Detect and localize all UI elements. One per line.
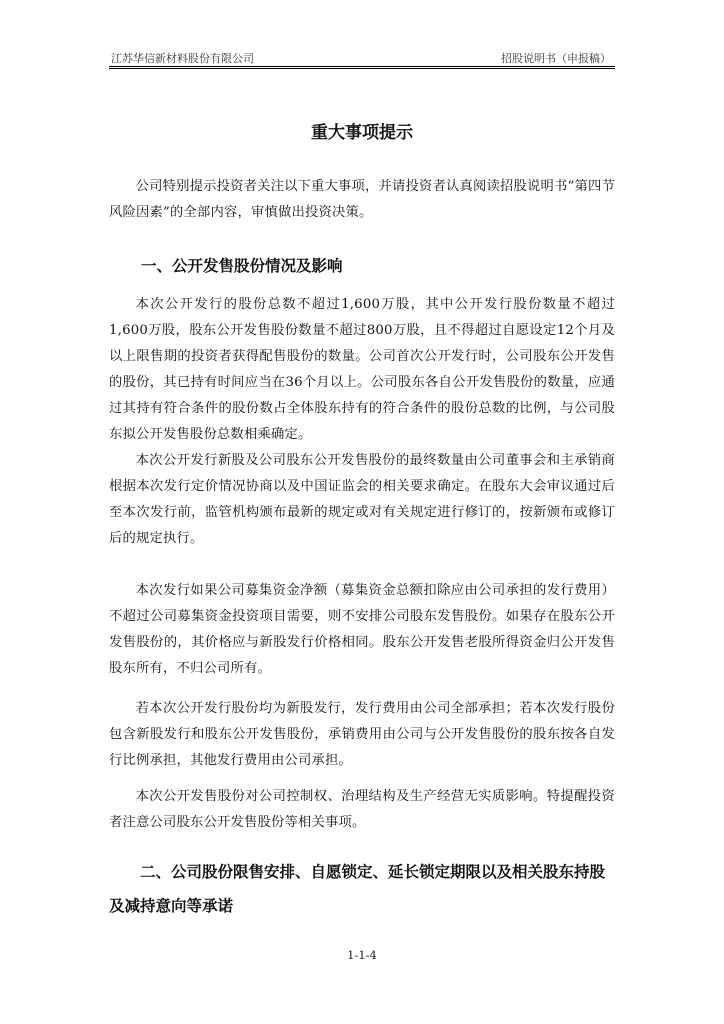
header-document-type: 招股说明书（申报稿） <box>501 52 611 65</box>
header-divider <box>109 68 615 69</box>
intro-paragraph: 公司特别提示投资者关注以下重大事项，并请投资者认真阅读招股说明书“第四节 风险因素”的全部内容，审慎做出投资决策。 <box>109 179 615 220</box>
section-1-paragraph-4: 若本次公开发行股份均为新股发行，发行费用由公司全部承担；若本次发行股份包含新股发行和股东公开发售股份，承销费用由公司与公开发售股份的股东按各自发行比例承担，其他发行费用由公司承担。 <box>109 701 615 768</box>
section-1-paragraph-5: 本次公开发售股份对公司控制权、治理结构及生产经营无实质影响。特提醒投资者注意公司股东公开发售股份等相关事项。 <box>109 789 615 830</box>
section-2-heading: 二、公司股份限售安排、自愿锁定、延长锁定期限以及相关股东持股及减持意向等承诺 <box>109 863 606 915</box>
section-1-paragraph-2: 本次公开发行新股及公司股东公开发售股份的最终数量由公司董事会和主承销商根据本次发行定价情况协商以及中国证监会的相关要求确定。在股东大会审议通过后至本次发行前，监管机构颁布最新的规定或对有关规定进行修订的，按新颁布或修订后的规定执行。 <box>109 453 615 546</box>
section-1-paragraph-3: 本次发行如果公司募集资金净额（募集资金总额扣除应由公司承担的发行费用）不超过公司募集资金投资项目需要，则不安排公司股东发售股份。如果存在股东公开发售股份的，其价格应与新股发行价格相同。股东公开发售老股所得资金归公开发售股东所有，不归公司所有。 <box>109 583 615 676</box>
page-title: 重大事项提示 <box>311 123 413 143</box>
section-1-heading: 一、公开发售股份情况及影响 <box>141 257 343 275</box>
page-header <box>109 48 615 67</box>
header-company-name: 江苏华信新材料股份有限公司 <box>111 52 254 65</box>
page-number: 1-1-4 <box>347 948 377 962</box>
section-1-paragraph-1: 本次公开发行的股份总数不超过1,600万股，其中公开发行股份数量不超过1,600万股，股东公开发售股份数量不超过800万股，且不得超过自愿设定12个月及以上限售期的投资者获得配售股份的数量。公司首次公开发行时，公司股东公开发售的股份，其已持有时间应当在36个月以上。公司股东各自公开发售股份的数量，应通过其持有符合条件的股份数占全体股东持有的符合条件的股份总数的比例，与公司股东拟公开发售股份总数相乘确定。 <box>109 297 615 442</box>
